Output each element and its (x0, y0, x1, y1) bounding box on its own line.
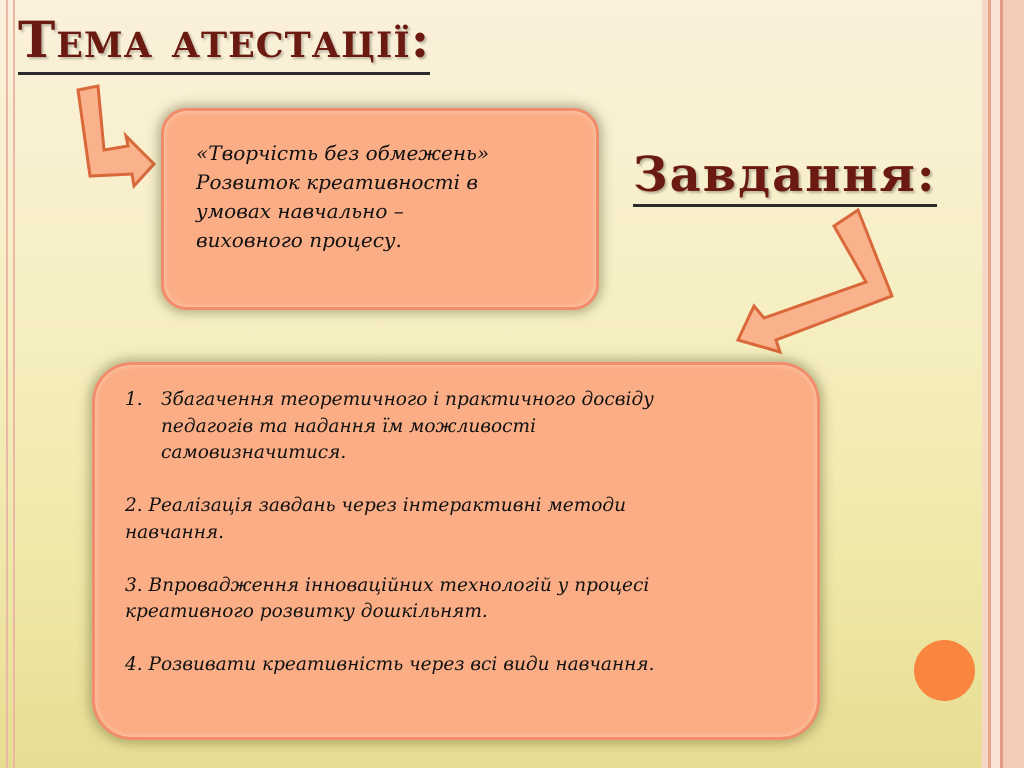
topic-line: Розвиток креативності в (196, 170, 479, 194)
task-line: педагогів та надання їм можливості (161, 415, 537, 437)
task-item-3 (125, 573, 789, 626)
slide-title: Тема атестації: (18, 8, 430, 75)
topic-line: умовах навчально – (196, 199, 404, 223)
task-item-4 (125, 652, 789, 679)
left-decor-line-1 (6, 0, 8, 768)
decor-circle (914, 640, 975, 701)
task-item-2 (125, 493, 789, 546)
task-line: креативного розвитку дошкільнят. (125, 601, 488, 622)
task-line: навчання. (125, 521, 225, 543)
topic-line: «Творчість без обмежень» (196, 141, 490, 165)
task-line: самовизначитися. (161, 442, 347, 463)
task-item-1 (125, 387, 789, 467)
task-line: 4. Розвивати креативність через всі види навчання. (125, 654, 655, 675)
task-line: 2. Реалізація завдань через інтерактивні методи (125, 495, 627, 516)
topic-box (161, 108, 599, 310)
task-line: 3. Впровадження інноваційних технологій у процесі (125, 574, 650, 596)
topic-line: виховного процесу. (196, 228, 402, 252)
tasks-box (92, 362, 820, 740)
tasks-heading: Завдання: (633, 146, 937, 207)
right-decor-stripes (982, 0, 1024, 768)
task-number: 1. (125, 389, 143, 410)
task-line: Збагачення теоретичного і практичного досвіду (161, 389, 654, 410)
left-decor-line-2 (13, 0, 15, 768)
